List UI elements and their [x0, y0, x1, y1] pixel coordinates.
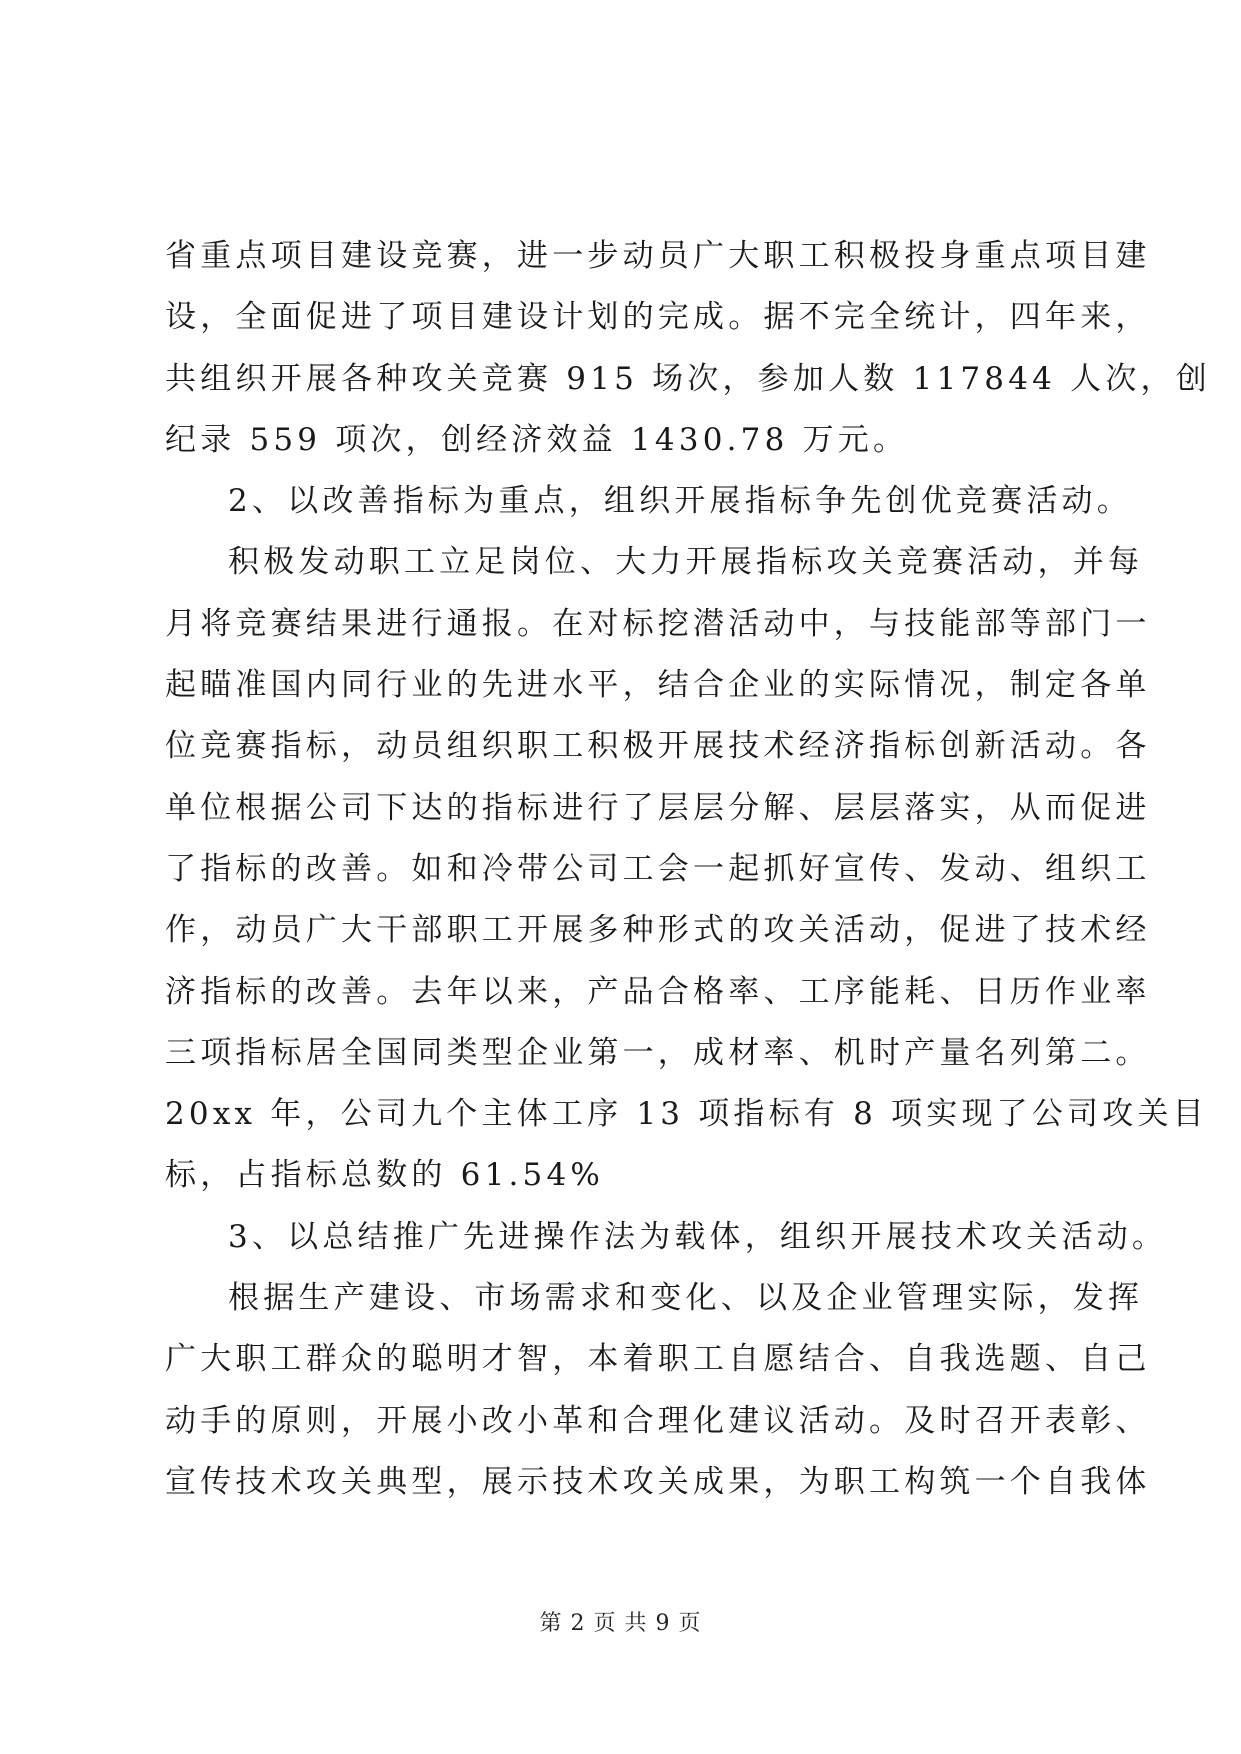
text-line: 三项指标居全国同类型企业第一，成材率、机时产量名列第二。: [165, 1034, 1151, 1071]
text-line: 月将竞赛结果进行通报。在对标挖潜活动中，与技能部等部门一: [165, 605, 1151, 642]
text-line: 宣传技术攻关典型，展示技术攻关成果，为职工构筑一个自我体: [165, 1463, 1151, 1500]
text-line: 20xx 年，公司九个主体工序 13 项指标有 8 项实现了公司攻关目: [165, 1096, 1208, 1133]
text-line: 根据生产建设、市场需求和变化、以及企业管理实际，发挥: [228, 1280, 1144, 1317]
section-heading: 2、以改善指标为重点，组织开展指标争先创优竞赛活动。: [228, 483, 1132, 520]
text-line: 济指标的改善。去年以来，产品合格率、工序能耗、日历作业率: [165, 973, 1151, 1010]
section-heading: 3、以总结推广先进操作法为载体，组织开展技术攻关活动。: [228, 1218, 1168, 1255]
text-line: 位竞赛指标，动员组织职工积极开展技术经济指标创新活动。各: [165, 728, 1151, 765]
text-line: 纪录 559 项次，创经济效益 1430.78 万元。: [165, 421, 909, 458]
body-text: [165, 226, 1211, 1513]
page-footer: 第 2 页 共 9 页: [539, 1611, 702, 1636]
text-line: 作，动员广大干部职工开展多种形式的攻关活动，促进了技术经: [165, 912, 1151, 949]
text-line: 标，占指标总数的 61.54%: [165, 1157, 605, 1194]
text-line: 动手的原则，开展小改小革和合理化建议活动。及时召开表彰、: [165, 1402, 1151, 1439]
text-line: 省重点项目建设竞赛，进一步动员广大职工积极投身重点项目建: [165, 238, 1151, 274]
text-line: 了指标的改善。如和冷带公司工会一起抓好宣传、发动、组织工: [165, 850, 1151, 887]
text-line: 设，全面促进了项目建设计划的完成。据不完全统计，四年来，: [165, 299, 1151, 336]
text-line: 积极发动职工立足岗位、大力开展指标攻关竞赛活动，并每: [228, 544, 1144, 581]
text-line: 起瞄准国内同行业的先进水平，结合企业的实际情况，制定各单: [165, 667, 1151, 704]
text-line: 共组织开展各种攻关竞赛 915 场次，参加人数 117844 人次，创: [165, 360, 1211, 397]
text-line: 单位根据公司下达的指标进行了层层分解、层层落实，从而促进: [165, 789, 1151, 826]
text-line: 广大职工群众的聪明才智，本着职工自愿结合、自我选题、自己: [165, 1341, 1151, 1378]
